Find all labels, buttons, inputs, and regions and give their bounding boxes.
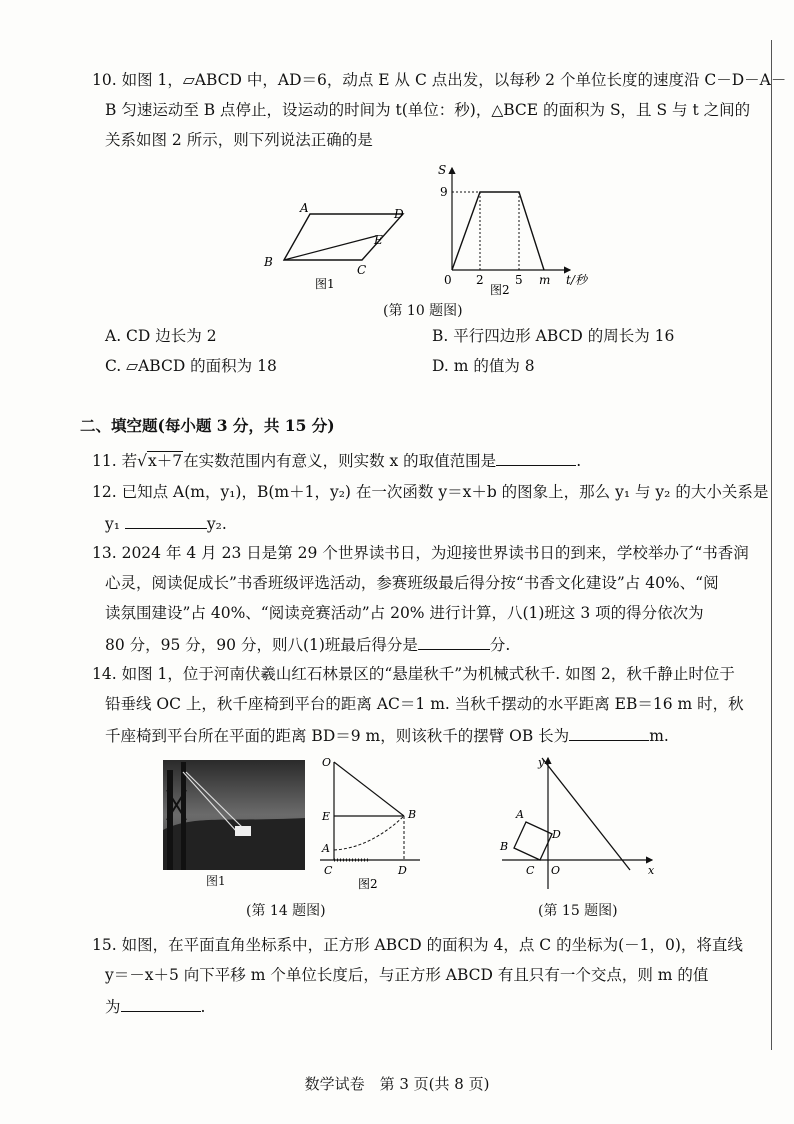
point-label-d: D bbox=[394, 207, 404, 221]
point-label-a: A bbox=[516, 808, 524, 821]
q10-figure-caption: (第 10 题图) bbox=[383, 303, 463, 319]
q12-line2 bbox=[105, 512, 227, 534]
point-label-c: C bbox=[324, 864, 333, 877]
point-label-b: B bbox=[408, 808, 417, 821]
origin-label: 0 bbox=[444, 273, 452, 287]
t-tick-m: m bbox=[539, 273, 551, 287]
q14-line1: 14. 如图 1，位于河南伏羲山红石林景区的“悬崖秋千”为机械式秋千. 如图 2，秋千静止时位于 bbox=[92, 665, 735, 683]
q11-suffix: 在实数范围内有意义，则实数 x 的取值范围是 bbox=[183, 452, 497, 470]
s-t-curve bbox=[452, 192, 544, 270]
t-tick-5: 5 bbox=[515, 273, 523, 287]
section-2-heading: 二、填空题(每小题 3 分，共 15 分) bbox=[80, 416, 335, 435]
q11-answer-blank[interactable] bbox=[496, 449, 576, 466]
point-label-b: B bbox=[264, 255, 273, 269]
q10-option-c: C. ▱ABCD 的面积为 18 bbox=[105, 357, 277, 375]
q14-line3-text: 千座椅到平台所在平面的距离 BD＝9 m，则该秋千的摆臂 OB 长为 bbox=[105, 727, 570, 745]
q15-line3 bbox=[105, 995, 205, 1017]
q11-sqrt bbox=[137, 451, 183, 471]
point-label-e: E bbox=[374, 233, 383, 247]
x-axis-label: x bbox=[648, 864, 655, 877]
q12-y1: y₁ bbox=[105, 515, 120, 533]
q10-line2: B 匀速运动至 B 点停止，设运动的时间为 t(单位：秒)，△BCE 的面积为 S，且 S 与 t 之间的 bbox=[105, 101, 751, 119]
q13-line3: 读氛围建设”占 40%、“阅读竞赛活动”占 20% 进行计算，八(1)班这 3 项的得分依次为 bbox=[105, 604, 704, 622]
q10-figure2-graph bbox=[432, 160, 602, 296]
origin-label-o: O bbox=[551, 864, 561, 877]
swing-arc bbox=[334, 816, 404, 850]
q10-option-b: B. 平行四边形 ABCD 的周长为 16 bbox=[432, 327, 675, 345]
q14-answer-blank[interactable] bbox=[569, 724, 649, 741]
s-axis-label: S bbox=[438, 163, 447, 177]
q15-figure-caption: (第 15 题图) bbox=[538, 903, 618, 919]
q10-option-a: A. CD 边长为 2 bbox=[105, 327, 217, 345]
q13-answer-blank[interactable] bbox=[418, 633, 490, 650]
segment-ob bbox=[334, 762, 404, 816]
point-label-a: A bbox=[322, 842, 330, 855]
q15-end: . bbox=[200, 998, 206, 1016]
q13-line2: 心灵，阅读促成长”书香班级评选活动，参赛班级最后得分按“书香文化建设”占 40%、“阅 bbox=[105, 574, 719, 592]
q14-figure2-geometry bbox=[310, 752, 440, 892]
point-label-a: A bbox=[300, 201, 309, 215]
q13-unit: 分. bbox=[489, 636, 511, 654]
q14-fig2-caption: 图2 bbox=[358, 877, 378, 891]
q10-line3: 关系如图 2 所示，则下列说法正确的是 bbox=[105, 131, 373, 149]
q14-line2: 铅垂线 OC 上，秋千座椅到平台的距离 AC＝1 m. 当秋千摆动的水平距离 EB＝16 m 时，秋 bbox=[105, 695, 744, 713]
q11-prefix: 11. 若 bbox=[92, 452, 138, 470]
q14-unit: m. bbox=[649, 727, 669, 745]
q13-line1: 13. 2024 年 4 月 23 日是第 29 个世界读书日，为迎接世界读书日的到来，学校举办了“书香润 bbox=[92, 544, 749, 562]
s-value-9: 9 bbox=[440, 185, 448, 199]
q10-fig2-caption: 图2 bbox=[490, 283, 510, 296]
right-margin-rule bbox=[771, 40, 772, 1050]
point-label-d: D bbox=[552, 828, 561, 841]
square-abcd bbox=[514, 822, 552, 860]
q10-figure1-parallelogram bbox=[258, 198, 408, 294]
q10-fig1-caption: 图1 bbox=[315, 277, 335, 291]
point-label-o: O bbox=[322, 756, 332, 769]
q12-line1: 12. 已知点 A(m，y₁)，B(m＋1，y₂) 在一次函数 y＝x＋b 的图象上，那么 y₁ 与 y₂ 的大小关系是 bbox=[92, 483, 769, 501]
q13-line4-text: 80 分，95 分，90 分，则八(1)班最后得分是 bbox=[105, 636, 418, 654]
t-axis-label: t/秒 bbox=[566, 273, 587, 287]
q14-figure1-swing-photo bbox=[163, 760, 305, 870]
y-axis-label: y bbox=[538, 756, 545, 769]
q10-line1: 10. 如图 1，▱ABCD 中，AD＝6，动点 E 从 C 点出发，以每秒 2 个单位长度的速度沿 C－D－A－ bbox=[92, 71, 787, 89]
point-label-c: C bbox=[526, 864, 535, 877]
q14-fig1-caption: 图1 bbox=[206, 874, 226, 888]
q11-line bbox=[92, 449, 581, 471]
q15-figure-coordinate-plane bbox=[492, 754, 662, 894]
parallelogram-abcd bbox=[284, 214, 403, 260]
point-label-e: E bbox=[322, 810, 331, 823]
q12-answer-blank[interactable] bbox=[125, 512, 207, 529]
q15-line3-text: 为 bbox=[105, 998, 121, 1016]
page-footer: 数学试卷 第 3 页(共 8 页) bbox=[304, 1075, 490, 1093]
q15-line1: 15. 如图，在平面直角坐标系中，正方形 ABCD 的面积为 4，点 C 的坐标为(－1，0)，将直线 bbox=[92, 936, 743, 954]
point-label-c: C bbox=[357, 263, 367, 277]
q15-answer-blank[interactable] bbox=[121, 995, 201, 1012]
segment-be bbox=[284, 236, 376, 260]
q10-option-d: D. m 的值为 8 bbox=[432, 357, 535, 375]
q15-line2: y＝－x＋5 向下平移 m 个单位长度后，与正方形 ABCD 有且只有一个交点，则 m 的值 bbox=[105, 966, 709, 984]
q11-end: . bbox=[576, 452, 582, 470]
q14-line3 bbox=[105, 724, 669, 746]
q11-radicand: x＋7 bbox=[147, 452, 183, 470]
photo-swing-seat bbox=[235, 826, 251, 836]
sqrt-sign-icon: √ bbox=[137, 452, 147, 470]
q13-line4 bbox=[105, 633, 510, 655]
line-y-neg-x-plus-5 bbox=[542, 758, 630, 870]
t-tick-2: 2 bbox=[476, 273, 484, 287]
q12-y2: y₂. bbox=[206, 515, 227, 533]
point-label-d: D bbox=[398, 864, 407, 877]
point-label-b: B bbox=[500, 840, 509, 853]
q14-figure-caption: (第 14 题图) bbox=[246, 903, 326, 919]
